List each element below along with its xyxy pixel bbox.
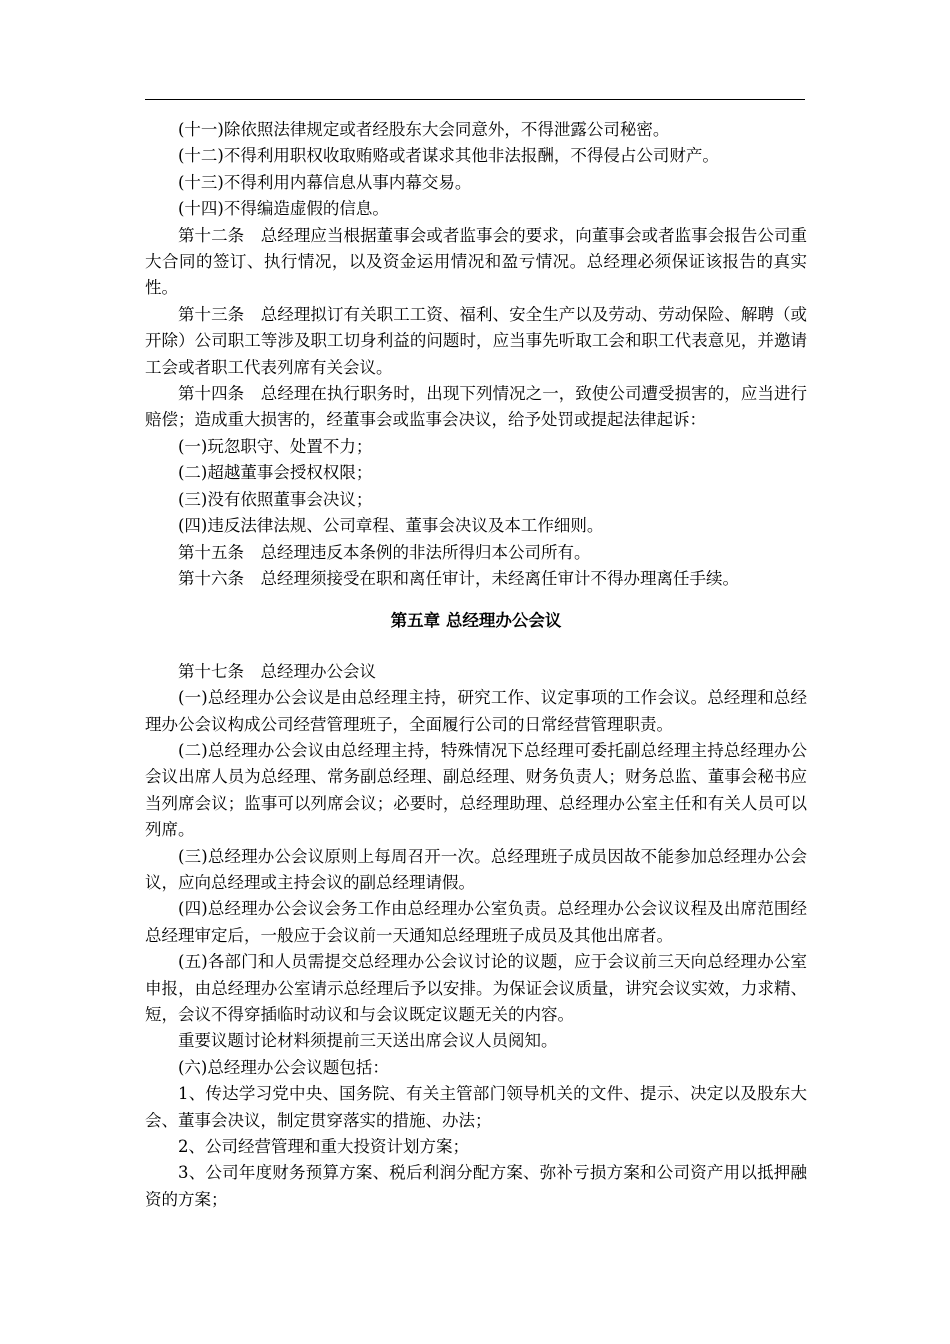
spacer (145, 635, 807, 659)
paragraph: 第十五条 总经理违反本条例的非法所得归本公司所有。 (178, 542, 591, 562)
paragraph: 2、公司经营管理和重大投资计划方案； (178, 1137, 469, 1157)
paragraph: (六)总经理办公会议题包括： (178, 1057, 389, 1077)
paragraph: (四)违反法律法规、公司章程、董事会决议及本工作细则。 (178, 516, 604, 536)
paragraph: 第十二条 总经理应当根据董事会或者监事会的要求，向董事会或者监事会报告公司重大合同的签订、执行情况，以及资金运用情况和盈亏情况。总经理必须保证该报告的真实性。 (145, 225, 807, 298)
chapter-heading: 第五章 总经理办公会议 (390, 611, 562, 631)
paragraph: 第十三条 总经理拟订有关职工工资、福利、安全生产以及劳动、劳动保险、解聘（或开除）公司职工等涉及职工切身利益的问题时，应当事先听取工会和职工代表意见，并邀请工会或者职工代表列席有关会议。 (145, 304, 807, 377)
paragraph: 3、公司年度财务预算方案、税后利润分配方案、弥补亏损方案和公司资产用以抵押融资的方案； (145, 1163, 807, 1209)
paragraph: (四)总经理办公会议会务工作由总经理办公室负责。总经理办公会议议程及出席范围经总经理审定后，一般应于会议前一天通知总经理班子成员及其他出席者。 (145, 899, 807, 945)
paragraph: (十四)不得编造虚假的信息。 (178, 199, 389, 219)
spacer (145, 592, 807, 608)
paragraph: (三)没有依照董事会决议； (178, 489, 373, 509)
paragraph: 第十六条 总经理须接受在职和离任审计，未经离任审计不得办理离任手续。 (178, 568, 739, 588)
paragraph: (二)超越董事会授权权限； (178, 463, 373, 483)
paragraph: 重要议题讨论材料须提前三天送出席会议人员阅知。 (178, 1031, 558, 1051)
paragraph: (五)各部门和人员需提交总经理办公会议讨论的议题，应于会议前三天向总经理办公室申报，由总经理办公室请示总经理后予以安排。为保证会议质量，讲究会议实效，力求精、短，会议不得穿插临时动议和与会议既定议题无关的内容。 (145, 952, 807, 1024)
paragraph: (十三)不得利用内幕信息从事内幕交易。 (178, 172, 472, 192)
paragraph: 第十七条 总经理办公会议 (178, 661, 376, 681)
document-body (145, 117, 807, 1213)
header-rule (145, 99, 805, 100)
paragraph: (二)总经理办公会议由总经理主持，特殊情况下总经理可委托副总经理主持总经理办公会议出席人员为总经理、常务副总经理、副总经理、财务负责人；财务总监、董事会秘书应当列席会议；监事可以列席会议；必要时，总经理助理、总经理办公室主任和有关人员可以列席。 (145, 740, 807, 840)
paragraph: (三)总经理办公会议原则上每周召开一次。总经理班子成员因故不能参加总经理办公会议，应向总经理或主持会议的副总经理请假。 (145, 846, 807, 892)
paragraph: (一)玩忽职守、处置不力； (178, 436, 373, 456)
paragraph: 第十四条 总经理在执行职务时，出现下列情况之一，致使公司遭受损害的，应当进行赔偿；造成重大损害的，经董事会或监事会决议，给予处罚或提起法律起诉： (145, 384, 807, 430)
paragraph: (十二)不得利用职权收取贿赂或者谋求其他非法报酬，不得侵占公司财产。 (178, 146, 719, 166)
paragraph: (一)总经理办公会议是由总经理主持，研究工作、议定事项的工作会议。总经理和总经理办公会议构成公司经营管理班子，全面履行公司的日常经营管理职责。 (145, 688, 807, 734)
paragraph: 1、传达学习党中央、国务院、有关主管部门领导机关的文件、提示、决定以及股东大会、董事会决议，制定贯穿落实的措施、办法； (145, 1084, 807, 1130)
paragraph: (十一)除依照法律规定或者经股东大会同意外，不得泄露公司秘密。 (178, 120, 670, 139)
